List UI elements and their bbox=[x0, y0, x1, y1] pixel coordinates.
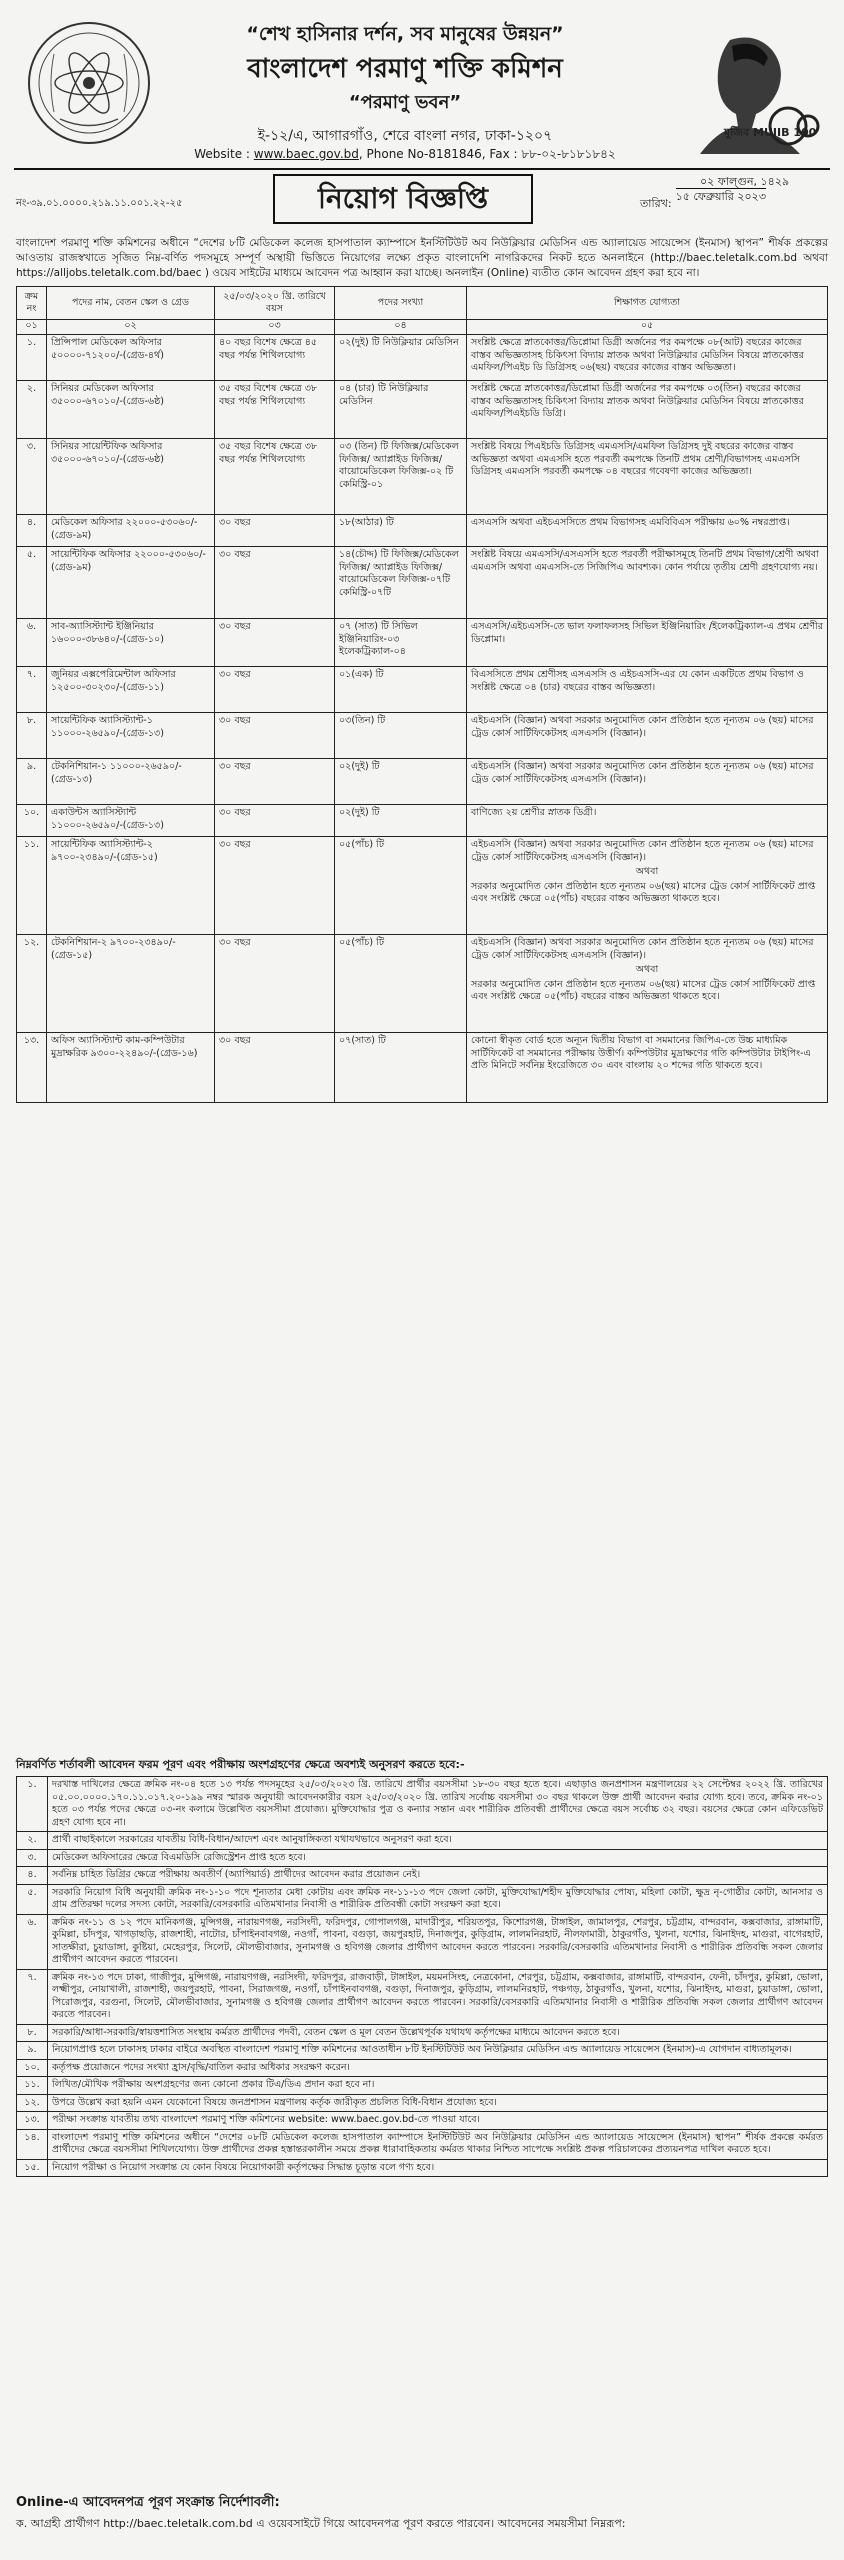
qualification-text: এইচএসসি (বিজ্ঞান) অথবা সরকার অনুমোদিত কোন প্রতিষ্ঠান হতে নূন্যতম ০৬ (ছয়) মাসের ট্রেড কোর্স সার্টিফিকেটসহ এসএসসি (বিজ্ঞান)। bbox=[471, 761, 814, 785]
condition-row bbox=[17, 1849, 828, 1867]
post-cell: মেডিকেল অফিসার ২২০০০-৫৩০৬০/-(গ্রেড-৯ম) bbox=[47, 515, 215, 547]
qualification-cell bbox=[467, 837, 828, 935]
condition-row bbox=[17, 1777, 828, 1832]
serial-cell: ৬. bbox=[17, 619, 47, 667]
vacancy-row bbox=[17, 381, 828, 439]
condition-row bbox=[17, 2094, 828, 2112]
vacancy-row bbox=[17, 759, 828, 805]
count-cell: ১৪(চৌদ্দ) টি ফিজিক্স/মেডিকেল ফিজিক্স/ অ্যাপ্লাইড ফিজিক্স/ বায়োমেডিকেল ফিজিক্স-০৭টি কেমিস্ট্রি-০৭টি bbox=[335, 547, 467, 619]
condition-row bbox=[17, 1914, 828, 1969]
vacancy-row bbox=[17, 619, 828, 667]
qualification-text: এইচএসসি (বিজ্ঞান) অথবা সরকার অনুমোদিত কোন প্রতিষ্ঠান হতে নূন্যতম ০৬ (ছয়) মাসের ট্রেড কোর্স সার্টিফিকেটসহ এসএসসি (বিজ্ঞান)। bbox=[471, 839, 814, 863]
condition-row bbox=[17, 2024, 828, 2042]
age-cell: ৩০ বছর bbox=[215, 935, 335, 1033]
date-label: তারিখ: bbox=[640, 197, 672, 210]
condition-number: ১৩. bbox=[17, 2112, 48, 2130]
count-cell: ০৩ (তিন) টি ফিজিক্স/মেডিকেল ফিজিক্স/ অ্যাপ্লাইড ফিজিক্স/বায়োমেডিকেল ফিজিক্স-০২ টি কেমিস্ট্রি-০১ bbox=[335, 439, 467, 515]
conditions-table bbox=[16, 1776, 828, 2177]
count-cell: ০২(দুই) টি bbox=[335, 759, 467, 805]
count-cell: ০২(দুই) টি নিউক্লিয়ার মেডিসিন bbox=[335, 335, 467, 381]
qualification-text: সংশ্লিষ্ট ক্ষেত্রে স্নাতকোত্তর/ডিপ্লোমা ডিগ্রী অর্জনের পর কমপক্ষে ০৩(তিন) বছরের কাজের বাস্তব অভিজ্ঞতাসহ চিকিৎসা বিদ্যায় স্নাতক অথবা নিউক্লিয়ার মেডিসিন বিষয়ে স্নাতকোত্তর এমফিল/পিএইচডি ডিগ্রি। bbox=[471, 383, 804, 419]
qualification-text: সংশ্লিষ্ট বিষয়ে এমএসসি/এসএসসি হতে পরবর্তী পরীক্ষাসমূহে তিনটি প্রথম বিভাগ/শ্রেণী অথবা এমএসসি অথবা এমএসসি-তে সিজিপিএ আবশ্যক। কোন পর্যায়ে তৃতীয় শ্রেণী গ্রহণযোগ্য নয়। bbox=[471, 549, 819, 573]
intro-paragraph: বাংলাদেশ পরমাণু শক্তি কমিশনের অধীনে “দেশের ৮টি মেডিকেল কলেজ হাসপাতাল ক্যাম্পাসে ইনস্টিটিউট অব নিউক্লিয়ার মেডিসিন এন্ড অ্যালায়েড সায়েন্সেস (ইনমাস) স্থাপন” শীর্ষক প্রকল্পের আওতায় রাজস্বখাতে সৃজিত নিম্ন-বর্ণিত পদসমূহে সম্পূর্ণ অস্থায়ী ভিত্তিতে নিয়োগের লক্ষ্যে প্রকৃত বাংলাদেশি নাগরিকদের নিকট হতে অনলাইনে (http://baec.teletalk.com.bd অথবা https://alljobs.teletalk.com.bd/baec ) ওয়েব সাইটের মাধ্যমে আবেদন পত্র আহ্বান করা যাচ্ছে। অনলাইন (Online) ব্যতীত কোন আবেদন গ্রহণ করা হবে না। bbox=[16, 237, 828, 279]
post-cell: টেকনিশিয়ান-২ ৯৭০০-২৩৪৯০/-(গ্রেড-১৫) bbox=[47, 935, 215, 1033]
website-link[interactable]: www.baec.gov.bd bbox=[253, 147, 359, 161]
qualification-cell bbox=[467, 935, 828, 1033]
address: ই-১২/এ, আগারগাঁও, শেরে বাংলা নগর, ঢাকা-১২০৭ bbox=[257, 128, 553, 144]
vacancy-row bbox=[17, 837, 828, 935]
qualification-text: এসএসসি অথবা এইচএসসিতে প্রথম বিভাগসহ এমবিবিএস পরীক্ষায় ৬০% নম্বরপ্রাপ্ত। bbox=[471, 517, 790, 528]
vacancy-table bbox=[16, 286, 828, 1103]
col-header-serial: ক্রম নং bbox=[17, 287, 47, 320]
condition-text: বাংলাদেশ পরমাণু শক্তি কমিশনের অধীনে “দেশের ০৮টি মেডিকেল কলেজ হাসপাতাল ক্যাম্পাসে ইনস্টিটিউট অব নিউক্লিয়ার মেডিসিন এন্ড অ্যালায়েড সায়েন্সেস (ইনমাস) স্থাপন” শীর্ষক প্রকল্পে কর্মরত প্রার্থীদের ক্ষেত্রে বয়সসীমা শিথিলযোগ্য। উক্ত প্রার্থীদের প্রকল্প হস্তান্তরকালীন সময়ে প্রকল্প ধারাবাহিকতায় কর্মরত থাকার নিশ্চিত সাপেক্ষে সংশ্লিষ্ট প্রকল্প পরিচালকের প্রত্যয়নপত্র দাখিল করতে হবে। bbox=[48, 2129, 828, 2159]
website-label: Website : bbox=[194, 147, 254, 161]
post-cell: সায়েন্টিফিক অফিসার ২২০০০-৫৩০৬০/-(গ্রেড-৯ম) bbox=[47, 547, 215, 619]
count-cell: ১৮(আঠার) টি bbox=[335, 515, 467, 547]
memo-dates bbox=[640, 174, 789, 211]
count-cell: ০১(এক) টি bbox=[335, 667, 467, 713]
online-instructions-heading: Online-এ আবেদনপত্র পূরণ সংক্রান্ত নির্দেশাবলী: bbox=[16, 2495, 280, 2510]
qualification-or: অথবা bbox=[635, 866, 659, 877]
serial-cell: ১. bbox=[17, 335, 47, 381]
serial-cell: ৫. bbox=[17, 547, 47, 619]
col-index: ০৪ bbox=[335, 320, 467, 335]
age-cell: ৩০ বছর bbox=[215, 837, 335, 935]
vacancy-row bbox=[17, 547, 828, 619]
qualification-text: এসএসসি/এইচএসসি-তে ভাল ফলাফলসহ সিভিল ইঞ্জিনিয়ারিং /ইলেকট্রিক্যাল-এ প্রথম শ্রেণীর ডিপ্লোমা। bbox=[471, 621, 823, 645]
condition-text: প্রার্থী বাছাইকালে সরকারের যাবতীয় বিধি-বিধান/আদেশ এবং আনুষাঙ্গিকতা যথাযথভাবে অনুসরণ করা হবে। bbox=[48, 1832, 828, 1850]
serial-cell: ৯. bbox=[17, 759, 47, 805]
count-cell: ০৫(পাঁচ) টি bbox=[335, 935, 467, 1033]
condition-number: ২. bbox=[17, 1832, 48, 1850]
condition-row bbox=[17, 2159, 828, 2177]
qualification-cell bbox=[467, 335, 828, 381]
vacancy-row bbox=[17, 805, 828, 837]
serial-cell: ১০. bbox=[17, 805, 47, 837]
post-cell: সাব-অ্যাসিস্ট্যান্ট ইঞ্জিনিয়ার ১৬০০০-৩৮৬৪০/-(গ্রেড-১০) bbox=[47, 619, 215, 667]
col-header-post: পদের নাম, বেতন স্কেল ও গ্রেড bbox=[47, 287, 215, 320]
qualification-cell bbox=[467, 805, 828, 837]
col-index: ০৩ bbox=[215, 320, 335, 335]
condition-text: দরখাস্ত দাখিলের ক্ষেত্রে ক্রমিক নং-০৪ হতে ১৩ পর্যন্ত পদসমূহের ২৫/০৩/২০২৩ খ্রি. তারিখে প্রার্থীর বয়সসীমা ১৮-৩০ বছর হতে হবে। এছাড়াও জনপ্রশাসন মন্ত্রণালয়ের ২২ সেপ্টেম্বর ২০২২ খ্রি. তারিখের ০৫.০০.০০০০.১৭০.১১.০১৭.২০-১৯৯ নম্বর স্মারক অনুযায়ী আবেদনকারীর বয়স ২৫/০৩/২০২০ খ্রি. তারিখ সর্বোচ্চ বয়সসীমা ৩০ বছর থাকলে উক্ত প্রার্থী আবেদন করার যোগ্য হবে। তবে, ক্রমিক নং-০১ হতে ০৩ পর্যন্ত পদের ক্ষেত্রে ০৩-নং কলামে উল্লেখিত বয়সসীমা প্রযোজ্য। মুক্তিযোদ্ধার পুত্র ও কন্যার সন্তান এবং শারীরিক প্রতিবন্ধী প্রার্থীদের ক্ষেত্রে বয়স সর্বোচ্চ ৩২ বছর। বয়সের ক্ষেত্রে কোন এফিডেভিট গ্রহণ যোগ্য হবে না। bbox=[48, 1777, 828, 1832]
condition-number: ১১. bbox=[17, 2077, 48, 2095]
organization-name: বাংলাদেশ পরমাণু শক্তি কমিশন bbox=[247, 54, 563, 84]
post-cell: জুনিয়র এক্সপেরিমেন্টাল অফিসার ১২৫০০-৩০২৩০/-(গ্রেড-১১) bbox=[47, 667, 215, 713]
age-cell: ৩৫ বছর বিশেষ ক্ষেত্রে ৩৮ বছর পর্যন্ত শিথিলযোগ্য bbox=[215, 439, 335, 515]
phone-fax: , Phone No-8181846, Fax : ৮৮-০২-৮১৮১৮৪২ bbox=[358, 147, 616, 161]
condition-number: ১২. bbox=[17, 2094, 48, 2112]
condition-text: নিয়োগপ্রাপ্ত হলে ঢাকাসহ ঢাকার বাইরে অবস্থিত বাংলাদেশ পরমাণু শক্তি কমিশনের আওতাধীন ৮টি ইনস্টিটিউট অব নিউক্লিয়ার মেডিসিন এন্ড অ্যালায়েড সায়েন্সেস (ইনমাস)-এ যোগদান বাধ্যতামূলক। bbox=[48, 2042, 828, 2060]
age-cell: ৩০ বছর bbox=[215, 547, 335, 619]
serial-cell: ২. bbox=[17, 381, 47, 439]
qualification-cell bbox=[467, 1033, 828, 1103]
serial-cell: ৩. bbox=[17, 439, 47, 515]
qualification-cell bbox=[467, 439, 828, 515]
condition-row bbox=[17, 1884, 828, 1914]
condition-number: ১৫. bbox=[17, 2159, 48, 2177]
condition-row bbox=[17, 1969, 828, 2024]
condition-number: ১. bbox=[17, 1777, 48, 1832]
condition-row bbox=[17, 2112, 828, 2130]
mujib-100-portrait bbox=[660, 28, 820, 158]
condition-text: কর্তৃপক্ষ প্রয়োজনে পদের সংখ্যা হ্রাস/বৃদ্ধি/বাতিল করার অধিকার সংরক্ষণ করেন। bbox=[48, 2059, 828, 2077]
condition-number: ১০. bbox=[17, 2059, 48, 2077]
col-header-count: পদের সংখ্যা bbox=[335, 287, 467, 320]
mujib-100-watermark: মুজিব MUJIB 100 bbox=[724, 126, 817, 139]
vacancy-row bbox=[17, 935, 828, 1033]
post-cell: প্রিন্সিপাল মেডিকেল অফিসার ৫০০০০-৭১২০০/-(গ্রেড-৪র্থ) bbox=[47, 335, 215, 381]
condition-text: লিখিত/মৌখিক পরীক্ষায় অংশগ্রহণের জন্য কোনো প্রকার টিএ/ডিএ প্রদান করা হবে না। bbox=[48, 2077, 828, 2095]
building-name: “পরমাণু ভবন” bbox=[348, 92, 462, 113]
age-cell: ৩০ বছর bbox=[215, 759, 335, 805]
age-cell: ৩৫ বছর বিশেষ ক্ষেত্রে ৩৮ বছর পর্যন্ত শিথিলযোগ্য bbox=[215, 381, 335, 439]
condition-text: পরীক্ষা সংক্রান্ত যাবতীয় তথ্য বাংলাদেশ পরমাণু শক্তি কমিশনের website: www.baec.gov.bd-তে পাওয়া যাবে। bbox=[48, 2112, 828, 2130]
col-index: ০২ bbox=[47, 320, 215, 335]
vacancy-row bbox=[17, 667, 828, 713]
qualification-cell bbox=[467, 381, 828, 439]
condition-number: ৭. bbox=[17, 1969, 48, 2024]
condition-text: সরকারি নিয়োগ বিধি অনুযায়ী ক্রমিক নং-১-১০ পদে শূন্যতার মেধা কোটায় এবং ক্রমিক নং-১১-১৩ পদে জেলা কোটা, মুক্তিযোদ্ধা/শহীদ মুক্তিযোদ্ধার পোষ্য, মহিলা কোটা, ক্ষুদ্র নৃ-গোষ্ঠীর কোটা, আনসার ও গ্রাম প্রতিরক্ষা দলের সদস্য কোটা, সরকারি/বেসরকারি এতিমখানার নিবাসী ও শারীরিক প্রতিবন্ধী কোটা সংরক্ষণ করা হবে। bbox=[48, 1884, 828, 1914]
condition-number: ৯. bbox=[17, 2042, 48, 2060]
vacancy-row bbox=[17, 335, 828, 381]
qualification-alt-text: সরকার অনুমোদিত কোন প্রতিষ্ঠান হতে নূন্যতম ০৬(ছয়) মাসের ট্রেড কোর্স সার্টিফিকেট প্রাপ্ত এবং সংশ্লিষ্ট ক্ষেত্রে ০৫(পাঁচ) বছরের বাস্তব অভিজ্ঞতা থাকতে হবে। bbox=[471, 880, 816, 904]
date-stack bbox=[676, 189, 766, 211]
condition-number: ১৪. bbox=[17, 2129, 48, 2159]
col-header-age: ২৫/০৩/২০২০ খ্রি. তারিখে বয়স bbox=[215, 287, 335, 320]
table-header-row bbox=[17, 287, 828, 320]
condition-text: ক্রমিক নং-১১ ও ১২ পদে মানিকগঞ্জ, মুন্সিগঞ্জ, নারায়ণগঞ্জ, নরসিংদী, ফরিদপুর, গোপালগঞ্জ, মাদারীপুর, শরিয়তপুর, কিশোরগঞ্জ, টাঙ্গাইল, জামালপুর, শেরপুর, চট্টগ্রাম, বান্দরবান, কক্সবাজার, রাঙ্গামাটি, কুমিল্লা, চাঁদপুর, খাগড়াছড়ি, রাজশাহী, নাটোর, চাঁপাইনবাবগঞ্জ, নওগাঁ, পাবনা, বগুড়া, জয়পুরহাট, দিনাজপুর, কুড়িগ্রাম, লালমনিরহাট, নীলফামারী, ঠাকুরগাঁও, খুলনা, যশোর, ঝিনাইদহ, মাগুরা, বাগেরহাট, সাতক্ষীরা, চুয়াডাঙ্গা, কুষ্টিয়া, মেহেরপুর, সিলেট, মৌলভীবাজার, সুনামগঞ্জ ও হবিগঞ্জ জেলার প্রার্থীগণ আবেদন করতে পারবেন। সরকারি/বেসরকারি এতিমখানার নিবাসী ও শারীরিক প্রতিবন্ধি সকল জেলার প্রার্থীগণ আবেদন করতে পারবেন। bbox=[48, 1914, 828, 1969]
count-cell: ০২(দুই) টি bbox=[335, 805, 467, 837]
vacancy-row bbox=[17, 1033, 828, 1103]
age-cell: ৩০ বছর bbox=[215, 1033, 335, 1103]
condition-text: নিয়োগ পরীক্ষা ও নিয়োগ সংক্রান্ত যে কোন বিষয়ে নিয়োগকারী কর্তৃপক্ষের সিদ্ধান্ত চূড়ান্ত বলে গণ্য হবে। bbox=[48, 2159, 828, 2177]
condition-row bbox=[17, 2059, 828, 2077]
qualification-text: বাণিজ্যে ২য় শ্রেণীর স্নাতক ডিগ্রী। bbox=[471, 807, 597, 818]
serial-cell: ১৩. bbox=[17, 1033, 47, 1103]
age-cell: ৩০ বছর bbox=[215, 713, 335, 759]
post-cell: সিনিয়র সায়েন্টিফিক অফিসার ৩৫০০০-৬৭০১০/-(গ্রেড-৬ষ্ঠ) bbox=[47, 439, 215, 515]
condition-row bbox=[17, 1832, 828, 1850]
notice-title: নিয়োগ বিজ্ঞপ্তি bbox=[273, 174, 533, 224]
condition-number: ৩. bbox=[17, 1849, 48, 1867]
qualification-text: এইচএসসি (বিজ্ঞান) অথবা সরকার অনুমোদিত কোন প্রতিষ্ঠান হতে নূন্যতম ০৬ (ছয়) মাসের ট্রেড কোর্স সার্টিফিকেটসহ এসএসসি (বিজ্ঞান)। bbox=[471, 937, 814, 961]
condition-row bbox=[17, 2077, 828, 2095]
age-cell: ৩০ বছর bbox=[215, 515, 335, 547]
qualification-cell bbox=[467, 759, 828, 805]
baec-logo bbox=[28, 22, 150, 144]
post-cell: অফিস অ্যাসিস্ট্যান্ট কাম-কম্পিউটার মুদ্রাক্ষরিক ৯৩০০-২২৪৯০/-(গ্রেড-১৬) bbox=[47, 1033, 215, 1103]
condition-text: সরকারি/আধা-সরকারি/স্বায়ত্তশাসিত সংস্থায় কর্মরত প্রার্থীদের পদবী, বেতন স্কেল ও মূল বেতন উল্লেখপূর্বক যথাযথ কর্তৃপক্ষের মাধ্যমে আবেদন করতে হবে। bbox=[48, 2024, 828, 2042]
serial-cell: ৪. bbox=[17, 515, 47, 547]
date-english: ১৫ ফেব্রুয়ারি ২০২৩ bbox=[675, 190, 766, 203]
vacancy-row bbox=[17, 439, 828, 515]
condition-text: সর্বনিম্ন চাহিত ডিগ্রির ক্ষেত্রে পরীক্ষায় অবতীর্ণ (অ্যাপিয়ার্ড) প্রার্থীদের আবেদন করার প্রয়োজন নেই। bbox=[48, 1867, 828, 1885]
condition-number: ৬. bbox=[17, 1914, 48, 1969]
qualification-text: সংশ্লিষ্ট ক্ষেত্রে স্নাতকোত্তর/ডিপ্লোমা ডিগ্রী অর্জনের পর কমপক্ষে ০৮(আট) বছরের কাজের বাস্তব অভিজ্ঞতাসহ চিকিৎসা বিদ্যায় স্নাতক অথবা নিউক্লিয়ার মেডিসিন বিষয়ে স্নাতকোত্তর এমফিল/পিএইচ ডি ডিগ্রিসহ ০৬(ছয়) বছরের কাজের বাস্তব অভিজ্ঞতা। bbox=[471, 337, 804, 373]
post-cell: একাউন্টস অ্যাসিস্ট্যান্ট ১১০০০-২৬৫৯০/-(গ্রেড-১৩) bbox=[47, 805, 215, 837]
age-cell: ৪০ বছর বিশেষ ক্ষেত্রে ৪৫ বছর পর্যন্ত শিথিলযোগ্য bbox=[215, 335, 335, 381]
qualification-cell bbox=[467, 619, 828, 667]
conditions-heading: নিম্নবর্ণিত শর্তাবলী আবেদন ফরম পূরণ এবং পরীক্ষায় অংশগ্রহণের ক্ষেত্রে অবশ্যই অনুসরণ করতে হবে:- bbox=[16, 1758, 465, 1771]
count-cell: ০৪ (চার) টি নিউক্লিয়ার মেডিসিন bbox=[335, 381, 467, 439]
condition-number: ৫. bbox=[17, 1884, 48, 1914]
serial-cell: ৭. bbox=[17, 667, 47, 713]
post-cell: সায়েন্টিফিক অ্যাসিস্ট্যান্ট-২ ৯৭০০-২৩৪৯০/-(গ্রেড-১৫) bbox=[47, 837, 215, 935]
serial-cell: ১২. bbox=[17, 935, 47, 1033]
post-cell: সিনিয়র মেডিকেল অফিসার ৩৫০০০-৬৭০১০/-(গ্রেড-৬ষ্ঠ) bbox=[47, 381, 215, 439]
age-cell: ৩০ বছর bbox=[215, 667, 335, 713]
online-instructions-text: ক. আগ্রহী প্রার্থীগণ http://baec.teletalk.com.bd এ ওয়েবসাইটে গিয়ে আবেদনপত্র পূরণ করতে পারবেন। আবেদনের সময়সীমা নিম্নরূপ: bbox=[16, 2517, 626, 2530]
serial-cell: ৮. bbox=[17, 713, 47, 759]
qualification-text: বিএসসিতে প্রথম শ্রেণীসহ এসএসসি ও এইচএসসি-এর যে কোন একটিতে প্রথম বিভাগ ও সংশ্লিষ্ট ক্ষেত্রে ০৪ (চার) বছরের বাস্তব অভিজ্ঞতা। bbox=[471, 669, 804, 693]
qualification-or: অথবা bbox=[635, 964, 659, 975]
condition-row bbox=[17, 2042, 828, 2060]
qualification-text: সংশ্লিষ্ট বিষয়ে পিএইচডি ডিগ্রিসহ এমএসসি/এমফিল ডিগ্রিসহ দুই বছরের কাজের বাস্তব অভিজ্ঞতা অথবা এমএসসি হতে পরবর্তী কমপক্ষে তিনটি প্রথম শ্রেণী/বিভাগসহ এমএসসি ডিগ্রিসহ এমএসসি পরবর্তী কমপক্ষে ০৪ বছরের গবেষণা কাজের অভিজ্ঞতা। bbox=[471, 441, 800, 477]
post-cell: সায়েন্টিফিক অ্যাসিস্ট্যান্ট-১ ১১০০০-২৬৫৯০/-(গ্রেড-১৩) bbox=[47, 713, 215, 759]
condition-number: ৮. bbox=[17, 2024, 48, 2042]
condition-row bbox=[17, 2129, 828, 2159]
qualification-cell bbox=[467, 713, 828, 759]
col-index: ০১ bbox=[17, 320, 47, 335]
qualification-alt-text: সরকার অনুমোদিত কোন প্রতিষ্ঠান হতে নূন্যতম ০৬(ছয়) মাসের ট্রেড কোর্স সার্টিফিকেট প্রাপ্ত এবং সংশ্লিষ্ট ক্ষেত্রে ০৫(পাঁচ) বছরের বাস্তব অভিজ্ঞতা থাকতে হবে। bbox=[471, 978, 816, 1002]
condition-text: ক্রমিক নং-১৩ পদে ঢাকা, গাজীপুর, মুন্সিগঞ্জ, নারায়ণগঞ্জ, নরসিংদী, ফরিদপুর, রাজবাড়ী, টাঙ্গাইল, ময়মনসিংহ, নেত্রকোনা, শেরপুর, চট্টগ্রাম, কক্সবাজার, রাঙ্গামাটি, বান্দরবান, ফেনী, চাঁদপুর, কুমিল্লা, ভোলা, লক্ষ্মীপুর, নোয়াখালী, রাজশাহী, জয়পুরহাট, পাবনা, সিরাজগঞ্জ, নওগাঁ, চাঁপাইনবাবগঞ্জ, বগুড়া, দিনাজপুর, কুড়িগ্রাম, লালমনিরহাট, পঞ্চগড়, ঠাকুরগাঁও, খুলনা, যশোর, ঝিনাইদহ, মাগুরা, চুয়াডাঙ্গা, ভোলা, পিরোজপুর, বরগুনা, সিলেট, মৌলভীবাজার, সুনামগঞ্জ ও হবিগঞ্জ জেলার প্রার্থীগণ আবেদন করতে পারবেন। সরকারি/বেসরকারি এতিমখানার নিবাসী ও শারীরিক প্রতিবন্ধি সকল জেলার প্রার্থীগণ আবেদন করতে পারবেন। bbox=[48, 1969, 828, 2024]
qualification-text: কোনো স্বীকৃত বোর্ড হতে অন্যূন দ্বিতীয় বিভাগ বা সমমানের জিপিএ-তে উচ্চ মাধ্যমিক সার্টিফিকেট বা সমমানের পরীক্ষায় উত্তীর্ণ। কম্পিউটার মুদ্রাক্ষণের গতি কম্পিউটার টাইপিং-এ প্রতি মিনিটে সর্বনিম্ন ইংরেজিতে ৩০ এবং বাংলায় ২০ শব্দের গতি থাকতে হবে। bbox=[471, 1035, 811, 1071]
post-cell: টেকনিশিয়ান-১ ১১০০০-২৬৫৯০/-(গ্রেড-১৩) bbox=[47, 759, 215, 805]
condition-text: মেডিকেল অফিসারের ক্ষেত্রে বিএমডিসি রেজিস্ট্রেশন প্রাপ্ত হতে হবে। bbox=[48, 1849, 828, 1867]
memo-reference-number: নং-৩৯.০১.০০০০.২১৯.১১.০০১.২২-২৫ bbox=[16, 198, 183, 209]
contact-line bbox=[150, 146, 660, 166]
age-cell: ৩০ বছর bbox=[215, 805, 335, 837]
vacancy-row bbox=[17, 713, 828, 759]
count-cell: ০৭ (সাত) টি সিভিল ইঞ্জিনিয়ারিং-০৩ ইলেকট্রিক্যাল-০৪ bbox=[335, 619, 467, 667]
atom-logo-icon bbox=[30, 24, 148, 142]
qualification-text: এইচএসসি (বিজ্ঞান) অথবা সরকার অনুমোদিত কোন প্রতিষ্ঠান হতে নূন্যতম ০৬ (ছয়) মাসের ট্রেড কোর্স সার্টিফিকেটসহ এসএসসি (বিজ্ঞান)। bbox=[471, 715, 814, 739]
count-cell: ০৩(তিন) টি bbox=[335, 713, 467, 759]
qualification-cell bbox=[467, 547, 828, 619]
condition-row bbox=[17, 1867, 828, 1885]
vacancy-row bbox=[17, 515, 828, 547]
col-index: ০৫ bbox=[467, 320, 828, 335]
col-header-qualification: শিক্ষাগত যোগ্যতা bbox=[467, 287, 828, 320]
condition-number: ৪. bbox=[17, 1867, 48, 1885]
header-divider bbox=[14, 168, 830, 170]
column-index-row bbox=[17, 320, 828, 335]
age-cell: ৩০ বছর bbox=[215, 619, 335, 667]
qualification-cell bbox=[467, 667, 828, 713]
serial-cell: ১১. bbox=[17, 837, 47, 935]
count-cell: ০৫(পাঁচ) টি bbox=[335, 837, 467, 935]
count-cell: ০৭(সাত) টি bbox=[335, 1033, 467, 1103]
condition-text: উপরে উল্লেখ করা হয়নি এমন যেকোনো বিষয়ে জনপ্রশাসন মন্ত্রণালয় কর্তৃক জারীকৃত প্রচলিত বিধি-বিধান প্রযোজ্য হবে। bbox=[48, 2094, 828, 2112]
slogan: “শেখ হাসিনার দর্শন, সব মানুষের উন্নয়ন” bbox=[246, 23, 564, 45]
date-bangla: ০২ ফাল্গুন, ১৪২৯ bbox=[700, 175, 790, 188]
qualification-cell bbox=[467, 515, 828, 547]
